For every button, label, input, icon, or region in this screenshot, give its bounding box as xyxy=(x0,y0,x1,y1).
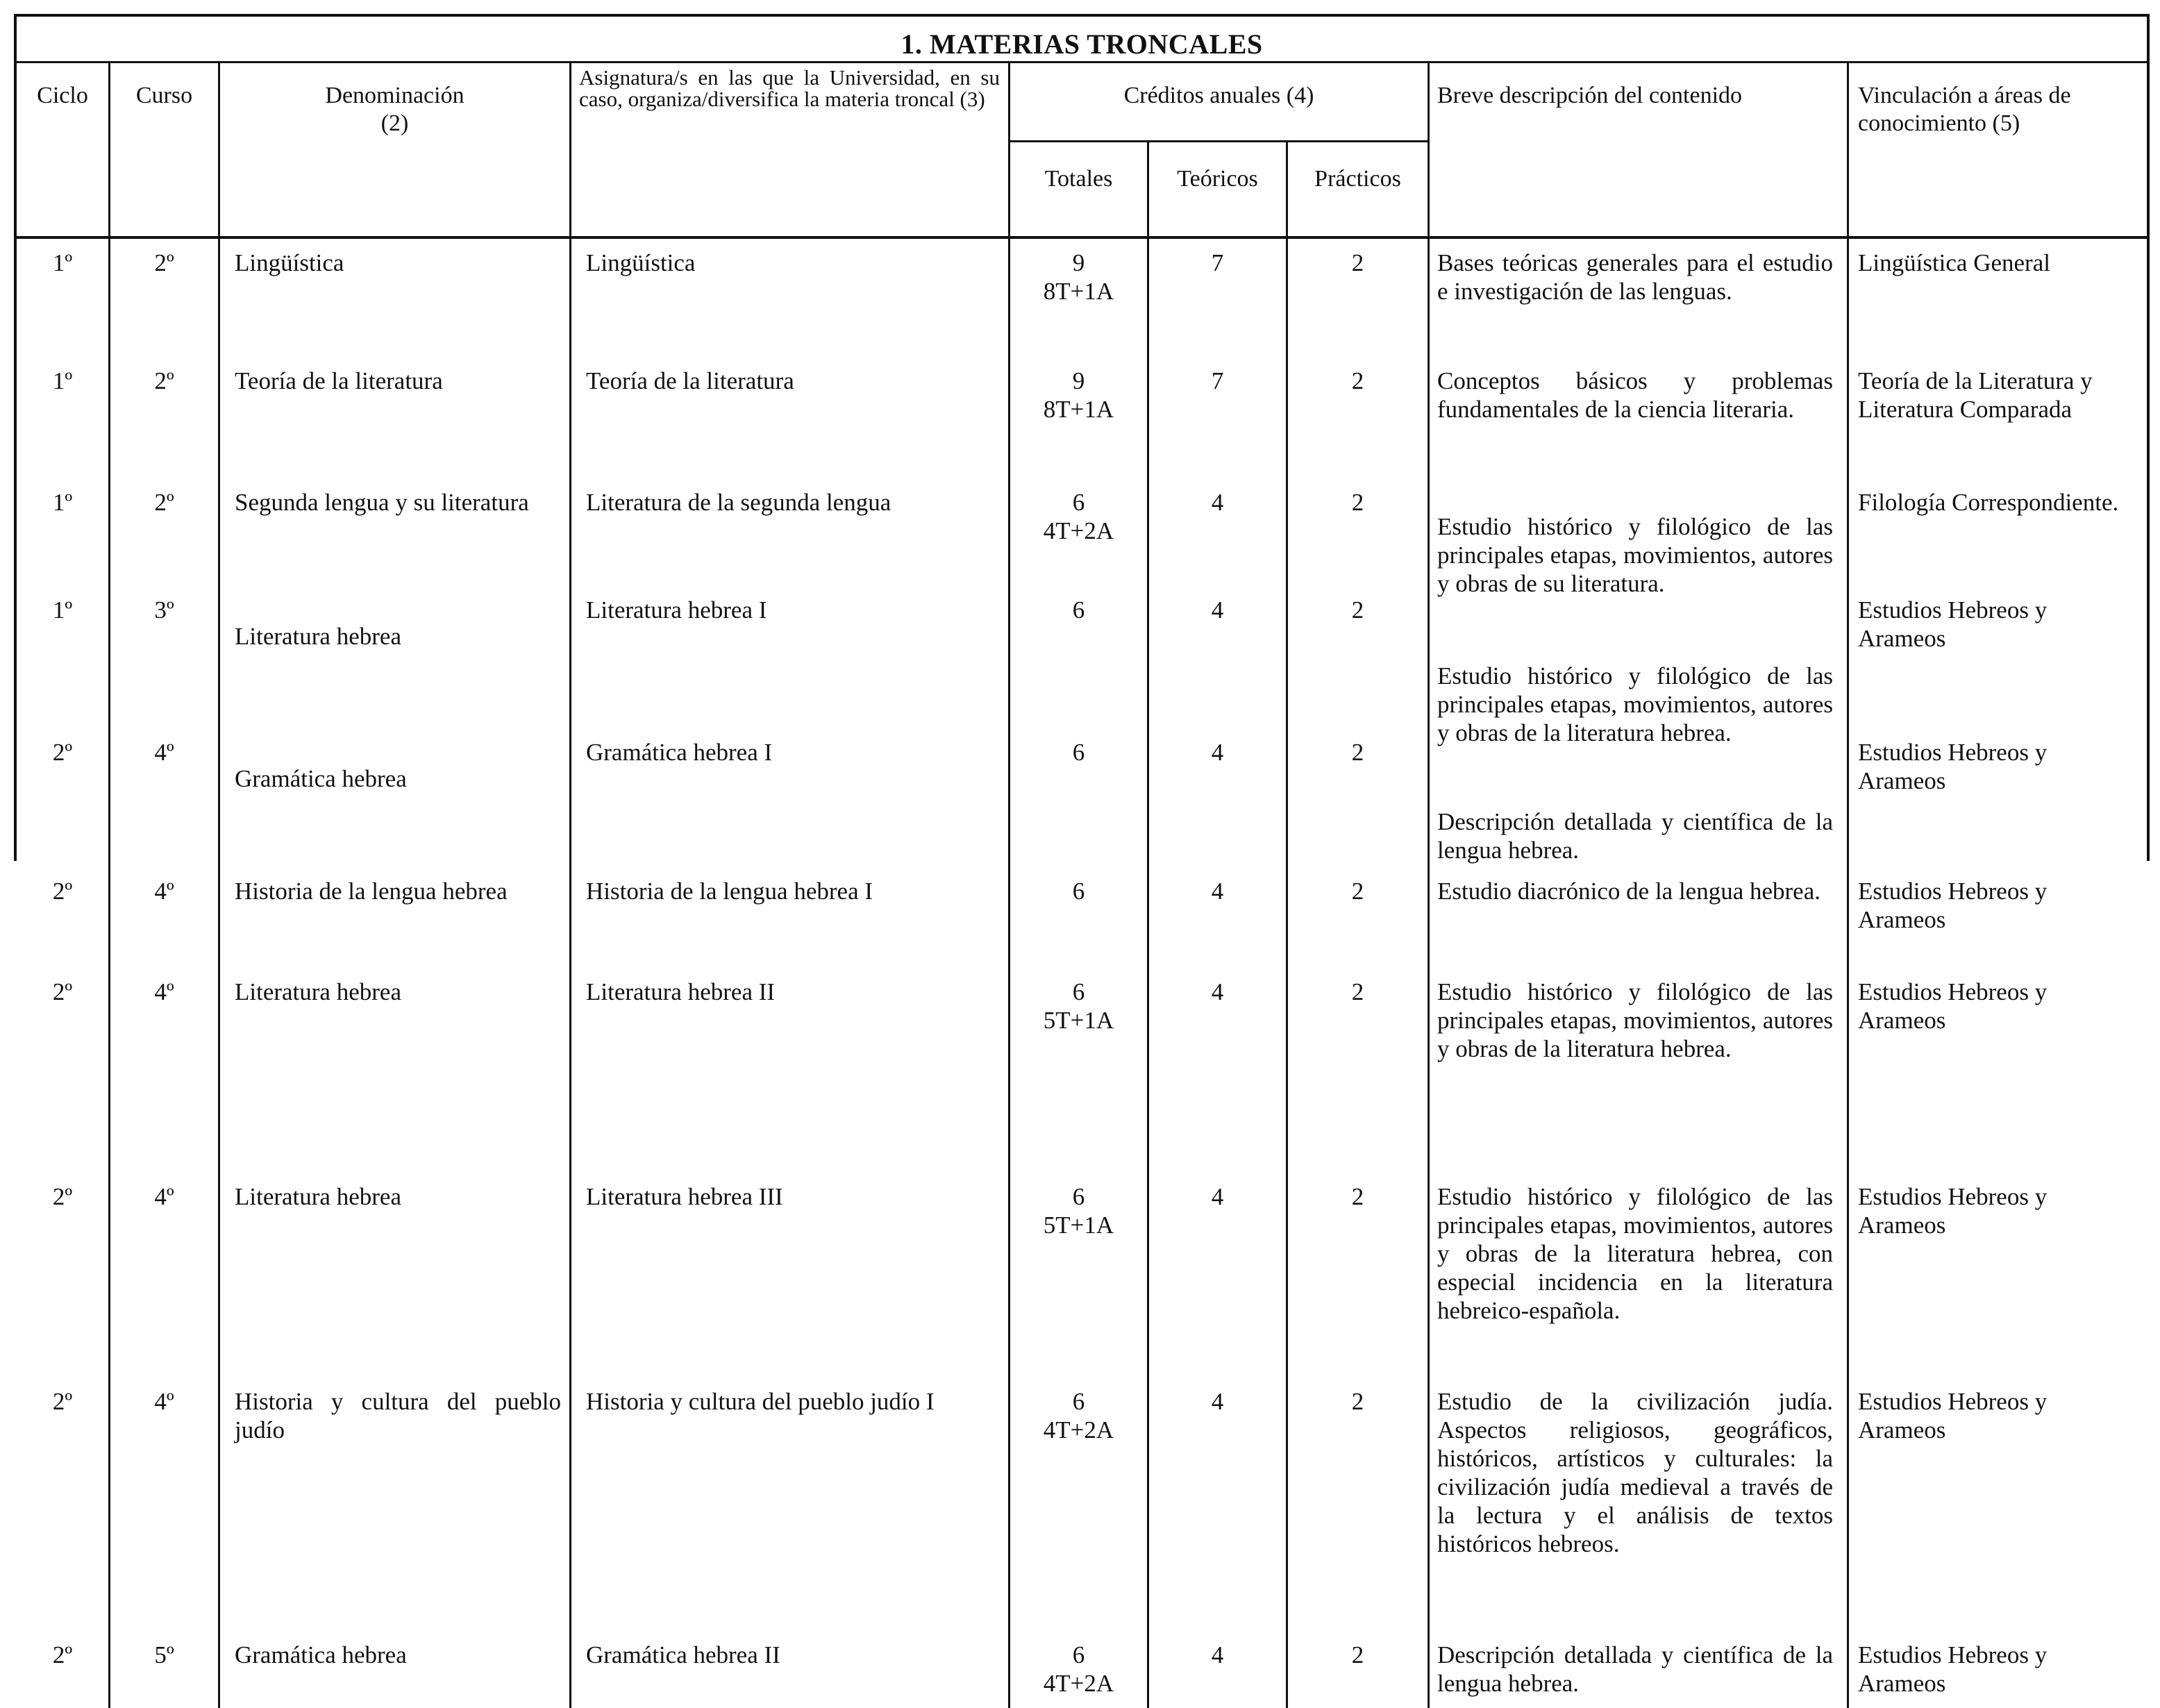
creditos-total-value: 6 xyxy=(1072,978,1085,1005)
cell-totales xyxy=(1010,877,1147,905)
cell-descripcion: Estudio histórico y filológico de las principales etapas, movimientos, autores y obras de su literatura. xyxy=(1437,513,1833,597)
creditos-total-value: 9 xyxy=(1072,367,1085,394)
cell-curso: 4º xyxy=(154,1388,174,1415)
cell-totales xyxy=(1010,249,1147,305)
cell-ciclo: 1º xyxy=(52,249,73,276)
cell-curso: 4º xyxy=(154,878,174,905)
creditos-total-value: 6 xyxy=(1072,1641,1085,1668)
cell-curso: 4º xyxy=(154,978,174,1005)
cell-totales xyxy=(1010,1182,1147,1239)
header-asignatura: Asignatura/s en las que la Universidad, en su caso, organiza/diversifica la materia troncal (3) xyxy=(579,65,1000,111)
cell-practicos: 2 xyxy=(1351,596,1364,623)
cell-vinculacion: Teoría de la Literatura y Literatura Comparada xyxy=(1858,367,2093,423)
cell-curso: 3º xyxy=(154,596,174,623)
creditos-subheader-rule xyxy=(1008,140,1429,142)
cell-denominacion: Literatura hebrea xyxy=(235,623,401,650)
header-teoricos: Teóricos xyxy=(1177,166,1258,192)
cell-vinculacion: Estudios Hebreos y Arameos xyxy=(1858,1183,2048,1239)
cell-teoricos: 4 xyxy=(1211,1183,1224,1210)
cell-curso: 2º xyxy=(154,249,174,276)
header-bottom-rule xyxy=(14,236,2150,239)
cell-asignatura: Literatura hebrea II xyxy=(586,978,776,1005)
cell-asignatura: Literatura hebrea I xyxy=(586,596,767,623)
cell-curso: 4º xyxy=(154,739,174,766)
header-descripcion: Breve descripción del contenido xyxy=(1437,83,1743,108)
cell-practicos: 2 xyxy=(1351,878,1364,905)
header-ciclo: Ciclo xyxy=(37,83,88,108)
cell-denominacion: Gramática hebrea xyxy=(235,1641,407,1668)
cell-denominacion: Literatura hebrea xyxy=(235,1183,401,1210)
header-denominacion-label: Denominación xyxy=(325,83,464,108)
cell-descripcion: Estudio diacrónico de la lengua hebrea. xyxy=(1437,878,1821,905)
cell-totales xyxy=(1010,367,1147,424)
materias-troncales-table xyxy=(14,14,2150,1708)
creditos-breakdown-value: 8T+1A xyxy=(1043,396,1114,423)
cell-vinculacion: Estudios Hebreos y Arameos xyxy=(1858,739,2048,794)
header-practicos: Prácticos xyxy=(1314,166,1401,192)
creditos-breakdown-value: 4T+2A xyxy=(1043,1416,1114,1443)
creditos-total-value: 6 xyxy=(1072,739,1085,766)
cell-asignatura: Lingüística xyxy=(586,249,696,276)
cell-curso: 2º xyxy=(154,367,174,394)
creditos-breakdown-value: 4T+2A xyxy=(1043,1670,1114,1697)
cell-ciclo: 2º xyxy=(52,878,73,905)
header-vinculacion: Vinculación a áreas de conocimiento (5) xyxy=(1858,83,2071,136)
cell-ciclo: 2º xyxy=(52,1388,73,1415)
cell-curso: 5º xyxy=(154,1641,174,1668)
creditos-total-value: 6 xyxy=(1072,1183,1085,1210)
cell-teoricos: 4 xyxy=(1211,739,1224,766)
cell-denominacion: Lingüística xyxy=(235,249,344,276)
cell-totales xyxy=(1010,738,1147,767)
cell-ciclo: 1º xyxy=(52,367,73,394)
cell-totales xyxy=(1010,1641,1147,1698)
cell-practicos: 2 xyxy=(1351,249,1364,276)
cell-ciclo: 2º xyxy=(52,1183,73,1210)
cell-asignatura: Teoría de la literatura xyxy=(586,367,794,394)
cell-practicos: 2 xyxy=(1351,367,1364,394)
cell-denominacion: Teoría de la literatura xyxy=(235,367,443,394)
table-top-border xyxy=(14,14,2150,17)
cell-teoricos: 7 xyxy=(1211,367,1224,394)
col-divider xyxy=(569,61,571,1708)
cell-curso: 4º xyxy=(154,1183,174,1210)
header-creditos: Créditos anuales (4) xyxy=(1123,83,1314,108)
creditos-breakdown-value: 5T+1A xyxy=(1043,1007,1114,1034)
cell-vinculacion: Estudios Hebreos y Arameos xyxy=(1858,878,2048,933)
cell-vinculacion: Estudios Hebreos y Arameos xyxy=(1858,978,2048,1034)
creditos-breakdown-value: 8T+1A xyxy=(1043,278,1114,305)
cell-totales xyxy=(1010,596,1147,624)
cell-ciclo: 1º xyxy=(52,489,73,516)
cell-descripcion: Conceptos básicos y problemas fundamentales de la ciencia literaria. xyxy=(1437,367,1833,423)
col-divider xyxy=(1847,61,1849,1708)
header-denominacion xyxy=(220,82,569,137)
cell-descripcion: Estudio histórico y filológico de las principales etapas, movimientos, autores y obras de la literatura hebrea. xyxy=(1437,978,1833,1062)
cell-descripcion: Descripción detallada y científica de la lengua hebrea. xyxy=(1437,808,1833,864)
cell-asignatura: Gramática hebrea II xyxy=(586,1641,780,1668)
cell-denominacion: Segunda lengua y su literatura xyxy=(235,489,529,516)
creditos-breakdown-value: 5T+1A xyxy=(1043,1212,1114,1239)
cell-ciclo: 1º xyxy=(52,596,73,623)
cell-vinculacion: Filología Correspondiente. xyxy=(1858,489,2119,516)
cell-vinculacion: Estudios Hebreos y Arameos xyxy=(1858,1388,2048,1443)
cell-practicos: 2 xyxy=(1351,1388,1364,1415)
cell-descripcion: Descripción detallada y científica de la lengua hebrea. xyxy=(1437,1641,1833,1697)
cell-vinculacion: Estudios Hebreos y Arameos xyxy=(1858,1641,2048,1697)
col-divider xyxy=(1428,61,1430,1708)
cell-teoricos: 4 xyxy=(1211,878,1224,905)
table-left-border xyxy=(14,14,17,861)
cell-totales xyxy=(1010,1387,1147,1444)
cell-ciclo: 2º xyxy=(52,978,73,1005)
col-divider xyxy=(218,61,220,1708)
cell-totales xyxy=(1010,488,1147,545)
cell-descripcion: Estudio histórico y filológico de las principales etapas, movimientos, autores y obras de la literatura hebrea, con especial incidencia en la literatura hebreico-española. xyxy=(1437,1183,1833,1324)
creditos-total-value: 6 xyxy=(1072,1388,1085,1415)
cell-vinculacion: Lingüística General xyxy=(1858,249,2050,276)
header-totales: Totales xyxy=(1044,166,1113,192)
cell-descripcion: Estudio de la civilización judía. Aspectos religiosos, geográficos, históricos, artísticos y culturales: la civilización judía medieval a través de la lectura y el análisis de textos históricos hebreos. xyxy=(1437,1388,1833,1557)
cell-denominacion: Gramática hebrea xyxy=(235,765,407,792)
cell-practicos: 2 xyxy=(1351,1183,1364,1210)
cell-teoricos: 4 xyxy=(1211,978,1224,1005)
cell-teoricos: 4 xyxy=(1211,489,1224,516)
title-bottom-rule xyxy=(14,61,2150,63)
creditos-breakdown-value: 4T+2A xyxy=(1043,517,1114,544)
cell-descripcion: Bases teóricas generales para el estudio e investigación de las lenguas. xyxy=(1437,249,1833,305)
creditos-total-value: 6 xyxy=(1072,489,1085,516)
cell-ciclo: 2º xyxy=(52,1641,73,1668)
cell-denominacion: Historia y cultura del pueblo judío xyxy=(235,1388,561,1443)
cell-asignatura: Literatura hebrea III xyxy=(586,1183,783,1210)
cell-vinculacion: Estudios Hebreos y Arameos xyxy=(1858,596,2048,652)
cell-curso: 2º xyxy=(154,489,174,516)
header-denominacion-note: (2) xyxy=(380,110,409,136)
header-curso: Curso xyxy=(135,83,193,108)
cell-teoricos: 4 xyxy=(1211,1388,1224,1415)
cell-asignatura: Historia de la lengua hebrea I xyxy=(586,878,873,905)
cell-asignatura: Historia y cultura del pueblo judío I xyxy=(586,1388,935,1415)
cell-practicos: 2 xyxy=(1351,739,1364,766)
creditos-total-value: 6 xyxy=(1072,596,1085,623)
cell-teoricos: 4 xyxy=(1211,1641,1224,1668)
table-right-border xyxy=(2147,14,2150,861)
cell-practicos: 2 xyxy=(1351,1641,1364,1668)
creditos-total-value: 9 xyxy=(1072,249,1085,276)
creditos-total-value: 6 xyxy=(1072,878,1085,905)
cell-practicos: 2 xyxy=(1351,489,1364,516)
cell-descripcion: Estudio histórico y filológico de las principales etapas, movimientos, autores y obras de la literatura hebrea. xyxy=(1437,662,1833,746)
cell-asignatura: Gramática hebrea I xyxy=(586,739,773,766)
cell-totales xyxy=(1010,978,1147,1035)
table-title: 1. MATERIAS TRONCALES xyxy=(901,28,1263,60)
cell-teoricos: 7 xyxy=(1211,249,1224,276)
cell-denominacion: Historia de la lengua hebrea xyxy=(235,878,508,905)
cell-ciclo: 2º xyxy=(52,739,73,766)
cell-asignatura: Literatura de la segunda lengua xyxy=(586,489,891,516)
cell-practicos: 2 xyxy=(1351,978,1364,1005)
cell-denominacion: Literatura hebrea xyxy=(235,978,401,1005)
cell-teoricos: 4 xyxy=(1211,596,1224,623)
